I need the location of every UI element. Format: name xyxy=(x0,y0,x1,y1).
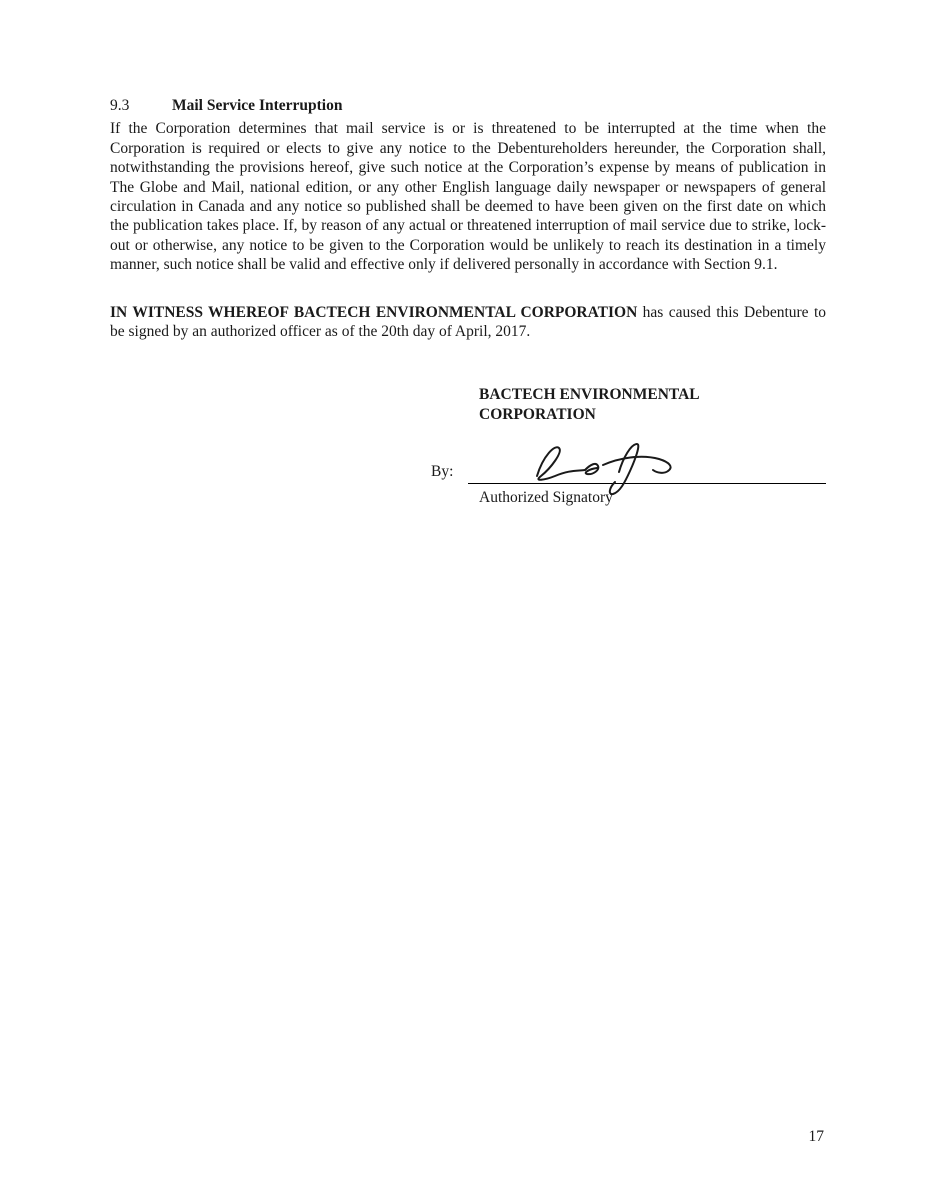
document-content xyxy=(110,96,826,508)
page-number: 17 xyxy=(808,1128,824,1145)
section-heading xyxy=(110,96,826,115)
signature-company-name xyxy=(479,385,826,425)
handwritten-signature-icon xyxy=(523,438,683,496)
witness-clause-rest: has caused this Debenture to be signed by an authorized officer as of the 20th day of April, 2017. xyxy=(110,303,826,341)
signature-company-line2: CORPORATION xyxy=(479,406,596,424)
witness-clause xyxy=(110,303,826,342)
signature-line xyxy=(468,437,826,484)
signature-row xyxy=(431,437,826,507)
signature-block xyxy=(431,385,826,507)
by-label: By: xyxy=(431,463,454,481)
section-body-paragraph: If the Corporation determines that mail service is or is threatened to be interrupted at the time when the Corporation is required or elects to give any notice to the Debentureholders hereunder, the Corporation shall, notwithstanding the provisions hereof, give such notice at the Corporation’s expense by means of publication in The Globe and Mail, national edition, or any other English language daily newspaper or newspapers of general circulation in Canada and any notice so published shall be deemed to have been given on the first date on which the publication takes place. If, by reason of any actual or threatened interruption of mail service due to strike, lock-out or otherwise, any notice to be given to the Corporation would be unlikely to reach its destination in a timely manner, such notice shall be valid and effective only if delivered personally in accordance with Section 9.1. xyxy=(110,120,826,274)
signature-area xyxy=(468,437,826,507)
signature-company-line1: BACTECH ENVIRONMENTAL xyxy=(479,386,700,404)
section-number: 9.3 xyxy=(110,97,130,114)
section-title: Mail Service Interruption xyxy=(172,97,343,114)
witness-clause-bold-lead: IN WITNESS WHEREOF BACTECH ENVIRONMENTAL CORPORATION xyxy=(110,303,638,321)
signatory-title: Authorized Signatory xyxy=(479,489,613,507)
